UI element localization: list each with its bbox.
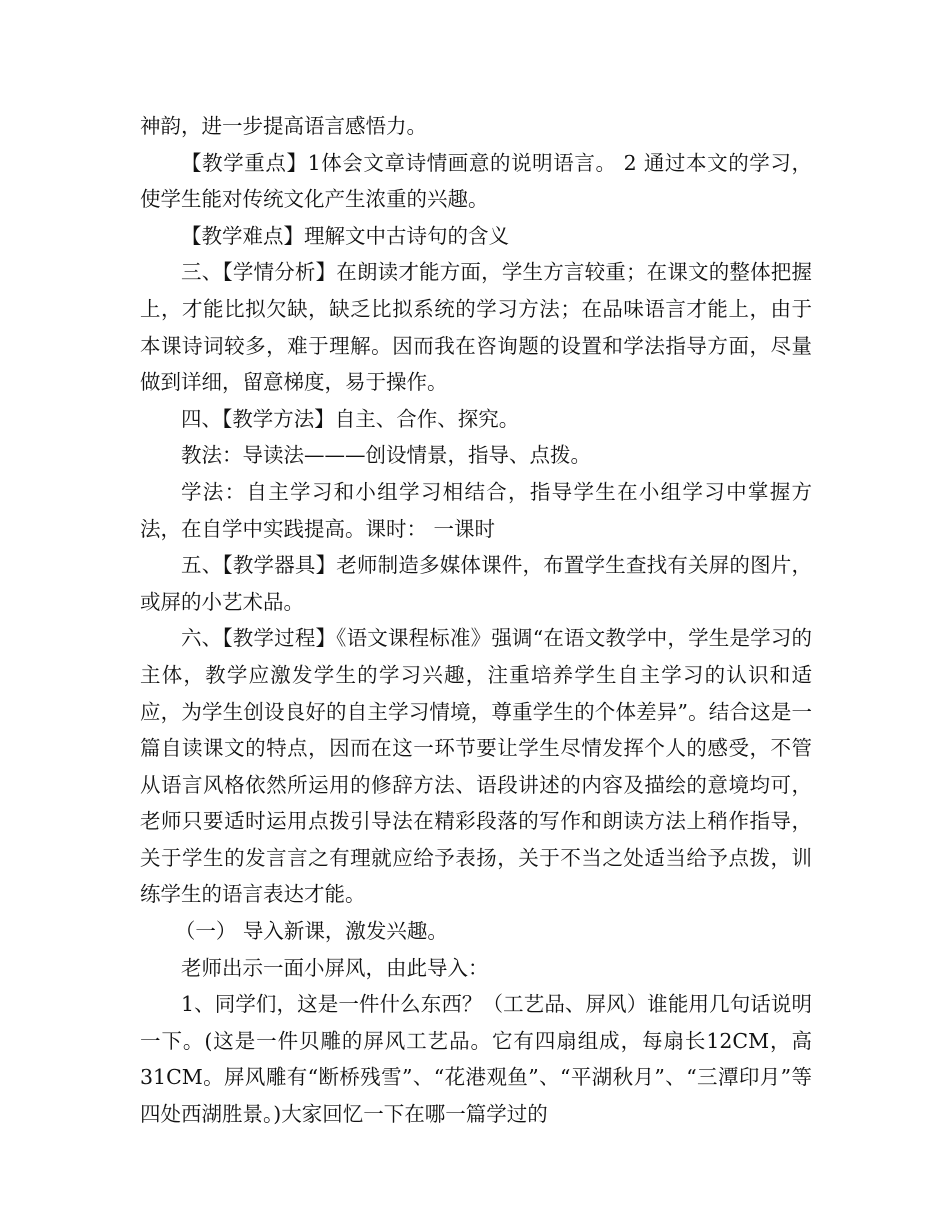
paragraph-learning-approach: 学法：自主学习和小组学习相结合，指导学生在小组学习中掌握方法，在自学中实践提高。课时： 一课时 [140, 479, 812, 541]
paragraph-teaching-method: 四、【教学方法】自主、合作、探究。 [181, 406, 520, 431]
paragraph-student-analysis: 三、【学情分析】在朗读才能方面，学生方言较重；在课文的整体把握上，才能比拟欠缺，缺乏比拟系统的学习方法；在品味语言才能上，由于本课诗词较多，难于理解。因而我在咨询题的设置和学法指导方面，尽量做到详细，留意梯度，易于操作。 [140, 260, 812, 395]
paragraph-teaching-focus: 【教学重点】1体会文章诗情画意的说明语言。 2 通过本文的学习，使学生能对传统文化产生浓重的兴趣。 [140, 150, 812, 212]
paragraph-teaching-tools: 五、【教学器具】老师制造多媒体课件，布置学生查找有关屏的图片，或屏的小艺术品。 [140, 553, 812, 614]
paragraph-teaching-difficulty: 【教学难点】理解文中古诗句的含义 [181, 223, 509, 248]
paragraph-continuation: 神韵，进一步提高语言感悟力。 [140, 114, 427, 138]
paragraph-question-1: 1、同学们，这是一件什么东西？（工艺品、屏风）谁能用几句话说明一下。(这是一件贝雕的屏风工艺品。它有四扇组成，每扇长12CM，高31CM。屏风雕有“断桥残雪”、“花港观鱼”、“平湖秋月”、“三潭印月”等四处西湖胜景。)大家回忆一下在哪一篇学过的 [140, 992, 812, 1127]
document-body [140, 108, 812, 1133]
paragraph-teaching-approach: 教法：导读法———创设情景，指导、点拨。 [181, 443, 591, 468]
paragraph-teaching-process: 六、【教学过程】《语文课程标准》强调“在语文教学中，学生是学习的主体，教学应激发学生的学习兴趣，注重培养学生自主学习的认识和适应，为学生创设良好的自主学习情境，尊重学生的个体差异”。结合这是一篇自读课文的特点，因而在这一环节要让学生尽情发挥个人的感受，不管从语言风格依然所运用的修辞方法、语段讲述的内容及描绘的意境均可，老师只要适时运用点拨引导法在精彩段落的写作和朗读方法上稍作指导，关于学生的发言言之有理就应给予表扬，关于不当之处适当给予点拨，训练学生的语言表达才能。 [140, 626, 812, 907]
paragraph-section-heading: （一） 导入新课，激发兴趣。 [174, 919, 448, 944]
paragraph-intro: 老师出示一面小屏风，由此导入： [181, 955, 489, 980]
